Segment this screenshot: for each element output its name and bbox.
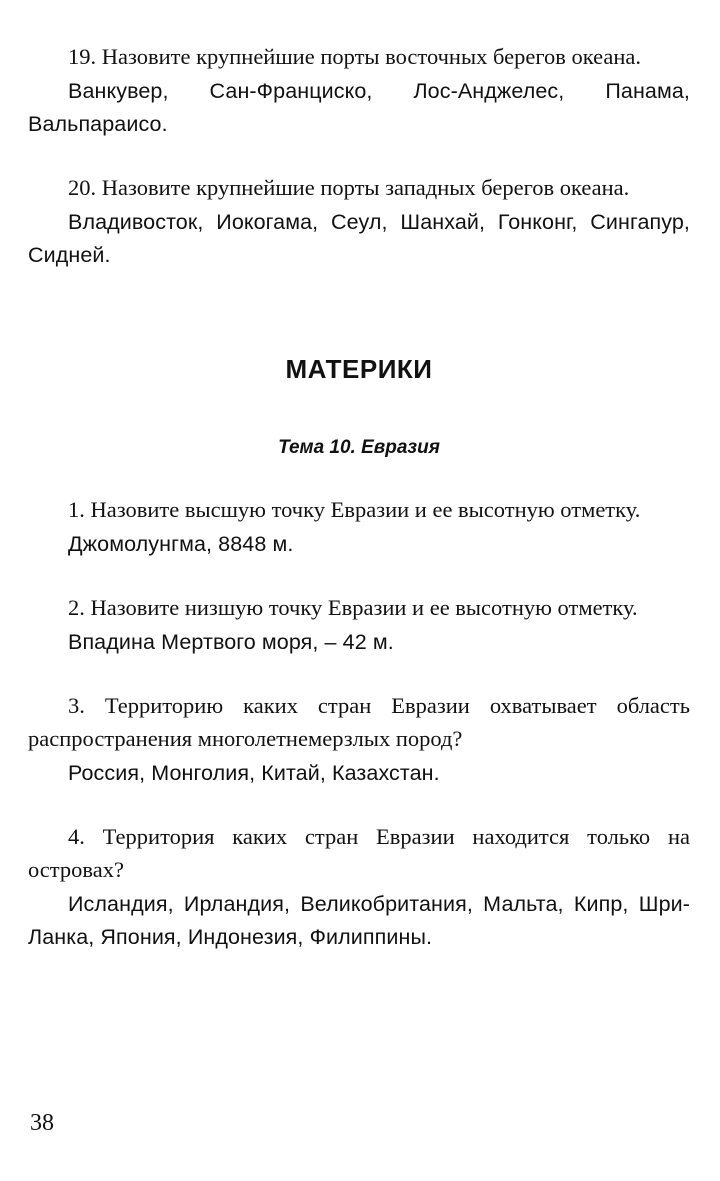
question-text: 20. Назовите крупнейшие порты западных берегов океана. (68, 175, 630, 200)
spacer (28, 385, 690, 437)
question-block-4 (28, 820, 690, 954)
answer-text: Россия, Монголия, Китай, Казахстан. (68, 761, 440, 785)
question-text: 19. Назовите крупнейшие порты восточных берегов океана. (68, 44, 642, 69)
answer-text: Джомолунгма, 8848 м. (68, 532, 294, 556)
spacer (28, 459, 690, 493)
question-block-20 (28, 171, 690, 272)
topic-title: Тема 10. Евразия (278, 437, 440, 458)
question-text: 1. Назовите высшую точку Евразии и ее высотную отметку. (68, 497, 641, 522)
answer-text: Исландия, Ирландия, Великобритания, Мальта, Кипр, Шри-Ланка, Япония, Индонезия, Филиппины. (28, 892, 690, 949)
spacer (28, 141, 690, 171)
spacer (28, 272, 690, 354)
page-number: 38 (30, 1110, 54, 1136)
spacer (28, 659, 690, 689)
question-text: 2. Назовите низшую точку Евразии и ее высотную отметку. (68, 595, 638, 620)
question-block-3 (28, 689, 690, 790)
question-text: 3. Территорию каких стран Евразии охватывает область распространения многолетнемерзлых пород? (28, 693, 690, 751)
spacer (28, 790, 690, 820)
question-block-2 (28, 591, 690, 659)
question-block-19 (28, 40, 690, 141)
spacer (28, 561, 690, 591)
answer-text: Ванкувер, Сан-Франциско, Лос-Анджелес, Панама, Вальпараисо. (28, 79, 690, 136)
question-block-1 (28, 493, 690, 561)
page-content (28, 44, 690, 954)
question-text: 4. Территория каких стран Евразии находится только на островах? (28, 824, 690, 882)
answer-text: Владивосток, Иокогама, Сеул, Шанхай, Гонконг, Сингапур, Сидней. (28, 210, 690, 267)
answer-text: Впадина Мертвого моря, – 42 м. (68, 630, 394, 654)
section-title: МАТЕРИКИ (285, 354, 433, 384)
